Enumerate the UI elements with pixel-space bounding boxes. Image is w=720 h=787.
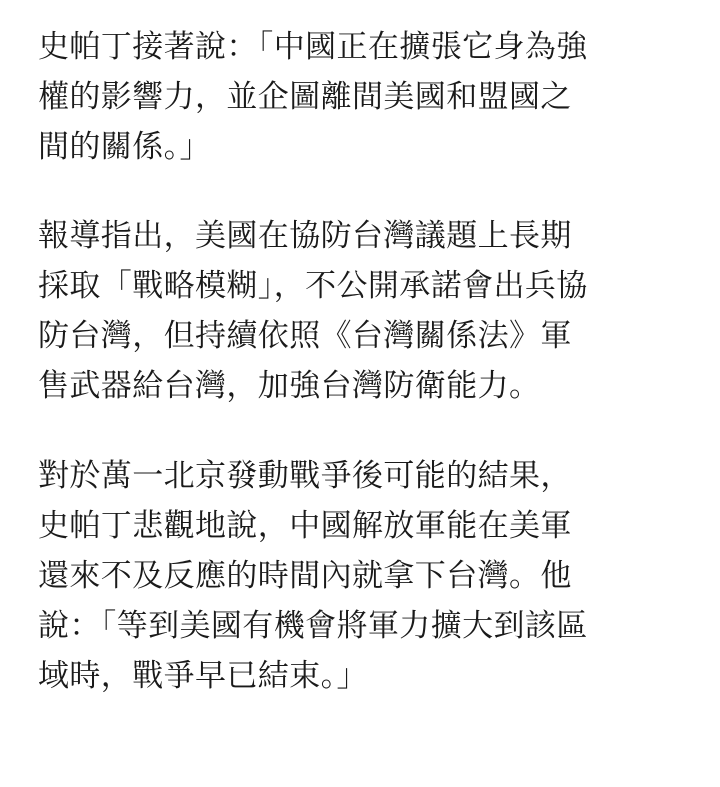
text-line: 域時，戰爭早已結束。」 <box>38 658 368 694</box>
text-line: 間的關係。」 <box>38 129 211 165</box>
text-line: 史帕丁悲觀地說，中國解放軍能在美軍 <box>38 508 572 544</box>
text-line: 防台灣，但持續依照《台灣關係法》軍 <box>38 318 572 354</box>
text-line: 還來不及反應的時間內就拿下台灣。他 <box>38 558 572 594</box>
text-line: 售武器給台灣，加強台灣防衛能力。 <box>38 368 541 404</box>
text-line: 對於萬一北京發動戰爭後可能的結果， <box>38 458 572 494</box>
text-line: 報導指出，美國在協防台灣議題上長期 <box>38 218 572 254</box>
text-line: 說：「等到美國有機會將軍力擴大到該區 <box>38 608 588 644</box>
text-line: 史帕丁接著說：「中國正在擴張它身為強 <box>38 29 588 65</box>
text-line: 權的影響力，並企圖離間美國和盟國之 <box>38 79 572 115</box>
article-body <box>38 0 688 701</box>
text-line: 採取「戰略模糊」，不公開承諾會出兵協 <box>38 268 588 304</box>
paragraph-report <box>38 211 688 411</box>
paragraph-quote-spalding <box>38 22 688 172</box>
paragraph-outcome <box>38 451 688 701</box>
